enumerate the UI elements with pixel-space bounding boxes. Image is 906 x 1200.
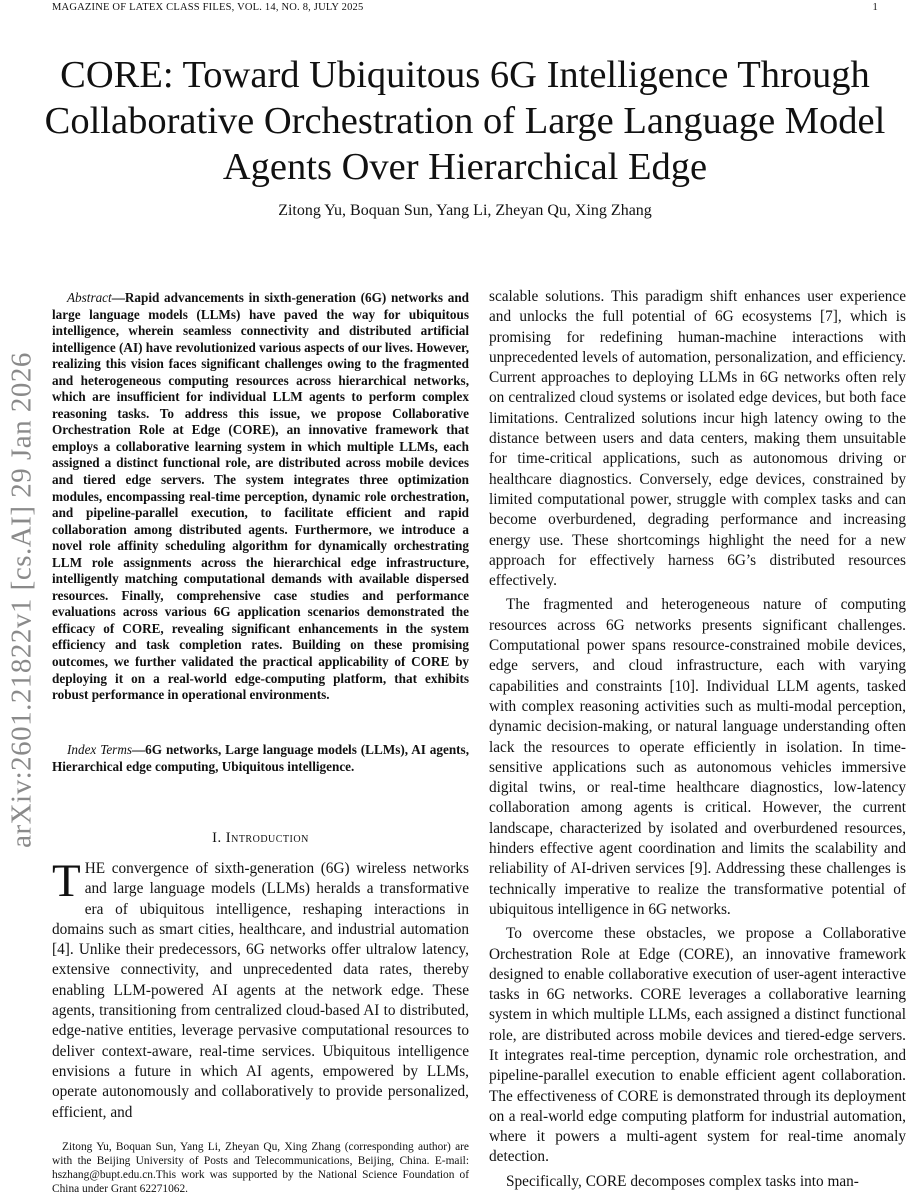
intro-paragraph-1: [52, 855, 469, 1123]
intro-paragraph-4: Specifically, CORE decomposes complex tasks into man-: [506, 1172, 859, 1190]
abstract: [52, 290, 469, 704]
page-number: 1: [872, 2, 878, 13]
index-terms: [52, 742, 469, 775]
arxiv-stamp: [0, 0, 44, 1200]
author-list: Zitong Yu, Boquan Sun, Yang Li, Zheyan Qu, Xing Zhang: [278, 202, 652, 219]
index-terms-text: —6G networks, Large language models (LLMs), AI agents, Hierarchical edge computing, Ubiquitous intelligence.: [52, 742, 469, 774]
index-terms-label: Index Terms: [67, 742, 132, 757]
journal-header: MAGAZINE OF LATEX CLASS FILES, VOL. 14, NO. 8, JULY 2025: [52, 2, 364, 13]
right-column: [489, 287, 906, 1192]
running-header: [52, 2, 878, 13]
intro-paragraph-3: To overcome these obstacles, we propose a Collaborative Orchestration Role at Edge (CORE), an innovative framework designed to enable collaborative execution of user-agent interactive tasks in 6G networks. CORE leverages a collaborative learning system in which multiple LLMs, each assigned a distinct functional role, are distributed across mobile devices and tiered-edge servers. It integrates real-time perception, dynamic role orchestration, and pipeline-parallel execution to enable efficient agent collaboration. The effectiveness of CORE is demonstrated through its deployment on a real-world edge computing platform for industrial automation, where it powers a multi-agent system for real-time anomaly detection.: [489, 925, 906, 1166]
section-number: I.: [212, 830, 222, 846]
section-heading: [52, 830, 469, 847]
intro-p1-right-text: scalable solutions. This paradigm shift enhances user experience and unlocks the full potential of 6G ecosystems [7], which is promising for redefining human-machine interactions with unprecedented levels of automation, personalization, and efficiency. Current approaches to deploying LLMs in 6G networks often rely on centralized cloud systems or isolated edge devices, but both face limitations. Centralized solutions incur high latency owing to the distance between users and data centers, making them unsuitable for time-critical applications, such as autonomous driving or healthcare diagnostics. Conversely, edge devices, constrained by limited computational power, struggle with complex tasks and can become overburdened, degrading performance and increasing energy use. These shortcomings highlight the need for a new approach for effectively harness 6G’s distributed resources effectively.: [489, 288, 906, 590]
abstract-text: —Rapid advancements in sixth-generation (6G) networks and large language models (LLMs) have paved the way for ubiquitous intelligence, wherein seamless connectivity and distributed artificial intelligence (AI) have revolutionized various aspects of our lives. However, realizing this vision faces significant challenges owing to the fragmented and heterogeneous computing resources across hierarchical networks, which are insufficient for individual LLM agents to perform complex reasoning tasks. To address this issue, we propose Collaborative Orchestration Role at Edge (CORE), an innovative framework that employs a collaborative learning system in which multiple LLMs, each assigned a distinct functional role, are distributed across mobile devices and tiered edge servers. The system integrates three optimization modules, encompassing real-time perception, dynamic role orchestration, and pipeline-parallel execution, to facilitate efficient and rapid collaboration among distributed agents. Furthermore, we introduce a novel role affinity scheduling algorithm for dynamically orchestrating LLM role assignments across the hierarchical edge infrastructure, intelligently matching computational demands with available dispersed resources. Finally, comprehensive case studies and performance evaluations across various 6G application scenarios demonstrated the efficacy of CORE, revealing significant enhancements in the system efficiency and task completion rates. Building on these promising outcomes, we further validated the practical applicability of CORE by deploying it on a real-world edge-computing platform, that exhibits robust performance in operational environments.: [52, 290, 469, 703]
intro-p1-left-text: convergence of sixth-generation (6G) wireless networks and large language models (LLMs) heralds a transformative era of ubiquitous intelligence, reshaping interactions in domains such as smart cities, healthcare, and industrial automation [4]. Unlike their predecessors, 6G networks offer ultralow latency, extensive connectivity, and unprecedented data rates, thereby enabling LLM-powered AI agents at the network edge. These agents, transitioning from centralized cloud-based AI to distributed, edge-native entities, leverage pervasive computational resources to deliver context-aware, real-time services. Ubiquitous intelligence envisions a future in which AI agents, empowered by LLMs, operate autonomously and collaboratively to provide personalized, efficient, and: [52, 860, 469, 1121]
affiliation-footnote: Zitong Yu, Boquan Sun, Yang Li, Zheyan Qu, Xing Zhang (corresponding author) are with the Beijing University of Posts and Telecommunications, Beijing, China. E-mail: hszhang@bupt.edu.cn.This work was supported by the National Science Foundation of China under Grant 62271062.: [52, 1141, 469, 1195]
drop-cap: T: [52, 855, 81, 907]
paper-title: CORE: Toward Ubiquitous 6G Intelligence Through Collaborative Orchestration of Large Language Model Agents Over Hierarchical Edge: [44, 54, 886, 188]
abstract-label: Abstract: [67, 290, 112, 305]
intro-paragraph-2: The fragmented and heterogeneous nature of computing resources across 6G networks presents significant challenges. Computational power spans resource-constrained mobile devices, edge servers, and cloud infrastructure, each with varying capabilities and constraints [10]. Individual LLM agents, tasked with complex reasoning activities such as multi-modal perception, dynamic decision-making, or natural language understanding often lack the resources to operate efficiently in isolation. In time-sensitive applications such as autonomous vehicles immersive digital twins, or real-time healthcare diagnostics, low-latency collaboration among agents is critical. However, the current landscape, characterized by isolated and overburdened resources, hinders effective agent coordination and limits the scalability and reliability of AI-driven services [9]. Addressing these challenges is technically imperative to realize the transformative potential of ubiquitous intelligence in 6G networks.: [489, 596, 906, 918]
first-word-rest: HE: [84, 860, 106, 877]
section-title: Introduction: [225, 830, 309, 846]
arxiv-id: arXiv:2601.21822v1 [cs.AI] 29 Jan 2026: [5, 352, 38, 848]
